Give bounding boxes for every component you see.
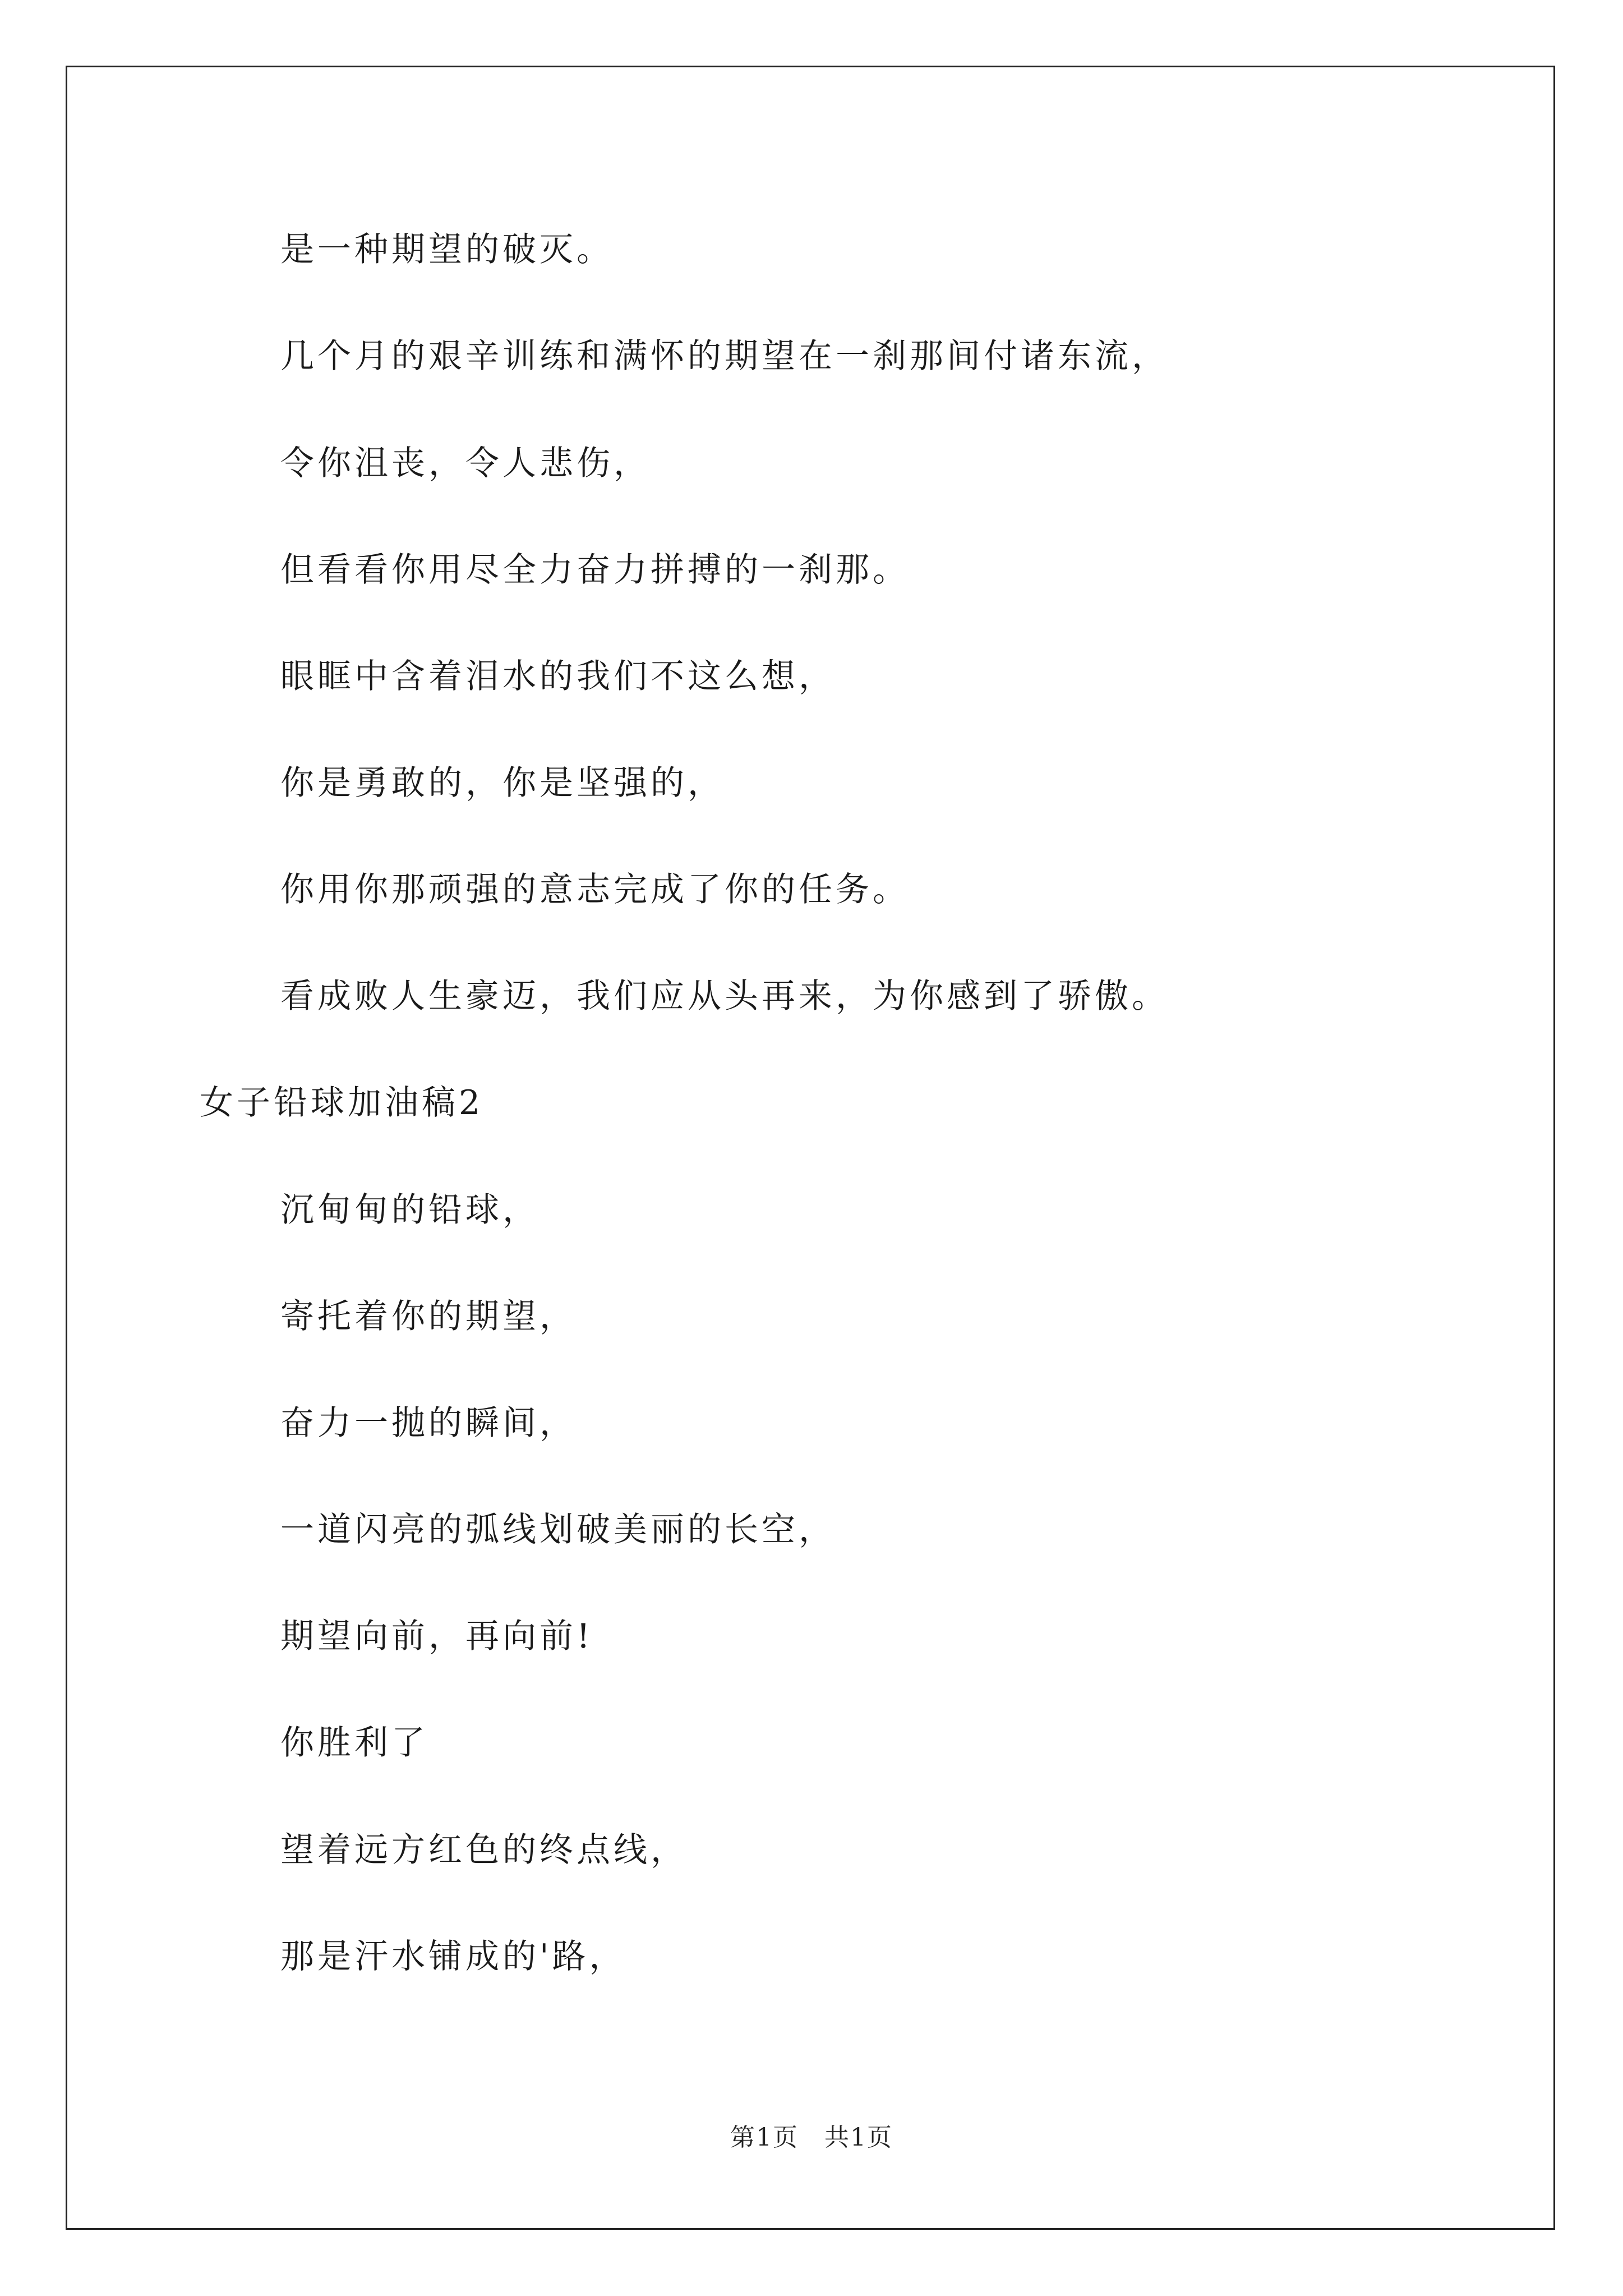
paragraph-line: 是一种期望的破灭。	[280, 230, 614, 269]
paragraph-line: 你用你那顽强的意志完成了你的任务。	[280, 870, 910, 909]
paragraph-line: 沉甸甸的铅球，	[280, 1190, 540, 1230]
paragraph-line: 你是勇敢的，你是坚强的，	[280, 763, 725, 803]
paragraph-line: 那是汗水铺成的'路，	[280, 1937, 626, 1976]
paragraph-line: 望着远方红色的终点线，	[280, 1830, 688, 1870]
paragraph-line: 期望向前，再向前!	[280, 1617, 594, 1656]
paragraph-line: 令你沮丧，令人悲伤，	[280, 444, 651, 483]
paragraph-line: 一道闪亮的弧线划破美丽的长空，	[280, 1510, 836, 1549]
paragraph-line: 但看看你用尽全力奋力拼搏的一刹那。	[280, 550, 910, 590]
section-heading: 女子铅球加油稿2	[200, 1083, 484, 1122]
page-footer: 第1页 共1页	[730, 2123, 893, 2152]
paragraph-line: 奋力一抛的瞬间，	[280, 1404, 577, 1443]
paragraph-line: 看成败人生豪迈，我们应从头再来，为你感到了骄傲。	[280, 977, 1169, 1016]
page-border	[66, 66, 1555, 2230]
paragraph-line: 眼眶中含着泪水的我们不这么想，	[280, 657, 836, 696]
paragraph-line: 寄托着你的期望，	[280, 1297, 577, 1336]
paragraph-line: 你胜利了	[280, 1723, 428, 1763]
paragraph-line: 几个月的艰辛训练和满怀的期望在一刹那间付诸东流，	[280, 337, 1169, 376]
